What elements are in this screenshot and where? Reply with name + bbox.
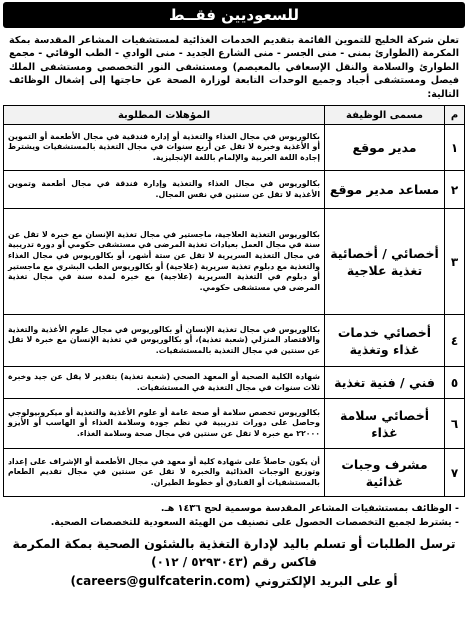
job-title: أخصائي سلامة غذاء [325, 399, 445, 449]
header-title: للسعوديين فقــط [169, 6, 299, 24]
header-banner [3, 2, 465, 28]
table-row [4, 399, 465, 449]
job-title: أخصائي خدمات غذاء وتغذية [325, 315, 445, 367]
table-row [4, 171, 465, 209]
job-title: فني / فنية تغذية [325, 367, 445, 399]
job-qualifications: بكالوريوس التغذية العلاجية، ماجستير في مجال تغذية الإنسان مع خبرة لا تقل عن سنة في مجال العمل بعيادات تغذية المرضى في مستشفى حكومي أو دورة تدريبية في مجال التغذية السريرية لا تقل عن ستة أشهر، أو بكالوريوس في مجال الغذاء والتغذية مع دبلوم تغذية سريرية (علاجية) أو بكالوريوس الطب البشري مع ماجستير أو دبلوم في التغذية السريرية (علاجية) مع خبرة لمدة سنة في مجال تغذية المرضى في مستشفى حكومي. [4, 209, 325, 315]
footer-fax-line: فاكس رقم (٥٢٩٣٠٤٣ / ٠١٢) [151, 555, 317, 570]
job-title: أخصائي / أخصائية تغذية علاجية [325, 209, 445, 315]
job-qualifications: بكالوريوس في مجال الغذاء والتغذية وإدارة فندقة في مجال أطعمة وتموين الأغذية لا تقل عن سنتين في نفس المجال. [4, 171, 325, 209]
note-item: - يشترط لجميع التخصصات الحصول على تصنيف من الهيئة السعودية للتخصصات الصحية. [50, 517, 459, 529]
job-qualifications: بكالوريوس في مجال تغذية الإنسان أو بكالوريوس في مجال علوم الأغذية والتغذية والاقتصاد المنزلي (شعبة تغذية)، أو بكالوريوس في تغذية الإنسان مع خبرة لا تقل عن سنتين في مجال التغذية بالمستشفيات. [4, 315, 325, 367]
header-num: م [445, 106, 465, 125]
job-qualifications: بكالوريوس تخصص سلامة أو صحة عامة أو علوم الأغذية والتغذية أو ميكروبيولوجي وحاصل على دورات تدريبية في نظم جودة وسلامة الغذاء أو الهاسب أو الأيزو ٢٢٠٠٠ مع خبرة لا تقل عن سنتين في مجال صحة وسلامة الغذاء. [4, 399, 325, 449]
table-row [4, 125, 465, 171]
table-header-row [4, 106, 465, 125]
job-title: مدير موقع [325, 125, 445, 171]
intro-paragraph: تعلن شركة الخليج للتموين القائمة بتقديم الخدمات الغذائية لمستشفيات المشاعر المقدسة بمكة المكرمة (الطوارئ بمنى - منى الجسر - منى الشارع الجديد - منى الوادي - الطب الوقائي - مجمع الطوارئ والسلامة والنقل الإسعافي بالمعيصم) ومستشفى النور التخصصي ومستشفى الملك فيصل ومستشفى أجياد وجميع الوحدات التابعة لوزارة الصحة عن حاجتها إلى إشغال الوظائف التالية: [9, 35, 459, 100]
job-qualifications: أن يكون حاصلاً على شهادة كلية أو معهد في مجال الأطعمة أو الإشراف على إعداد وتوزيع الوجبات الغذائية والخبرة لا تقل عن سنتين في مجال تقديم الطعام بالمستشفيات أو الفنادق أو خطوط الطيران. [4, 449, 325, 497]
footer-email-line: أو على البريد الإلكتروني (careers@gulfcaterin.com) [70, 574, 398, 589]
row-num: ١ [445, 125, 465, 171]
table-row [4, 209, 465, 315]
header-qualifications: المؤهلات المطلوبة [4, 106, 325, 125]
table-row [4, 367, 465, 399]
job-qualifications: شهادة الكلية الصحية أو المعهد الصحي (شعبة تغذية) بتقدير لا يقل عن جيد وخبرة ثلاث سنوات في مجال التغذية في المستشفيات. [4, 367, 325, 399]
row-num: ٤ [445, 315, 465, 367]
footer-contact [3, 534, 465, 591]
job-qualifications: بكالوريوس في مجال الغذاء والتغذية أو إدارة فندقية في مجال الأطعمة أو التموين أو الأغذية وخبرة لا تقل عن أربع سنوات في مجال التغذية بالمستشفيات ويشترط إجادة اللغة العربية والإلمام باللغة الإنجليزية. [4, 125, 325, 171]
row-num: ٦ [445, 399, 465, 449]
table-row [4, 315, 465, 367]
row-num: ٧ [445, 449, 465, 497]
jobs-table [3, 105, 465, 497]
job-title: مشرف وجبات غذائية [325, 449, 445, 497]
job-title: مساعد مدير موقع [325, 171, 445, 209]
table-row [4, 449, 465, 497]
header-title: مسمى الوظيفة [325, 106, 445, 125]
row-num: ٣ [445, 209, 465, 315]
notes-section [3, 502, 465, 530]
row-num: ٥ [445, 367, 465, 399]
row-num: ٢ [445, 171, 465, 209]
footer-submission-line: ترسل الطلبات أو تسلم باليد لإدارة التغذية بالشئون الصحية بمكة المكرمة [12, 536, 456, 552]
note-item: - الوظائف بمستشفيات المشاعر المقدسة موسمية لحج ١٤٣٦ هـ. [160, 503, 459, 515]
